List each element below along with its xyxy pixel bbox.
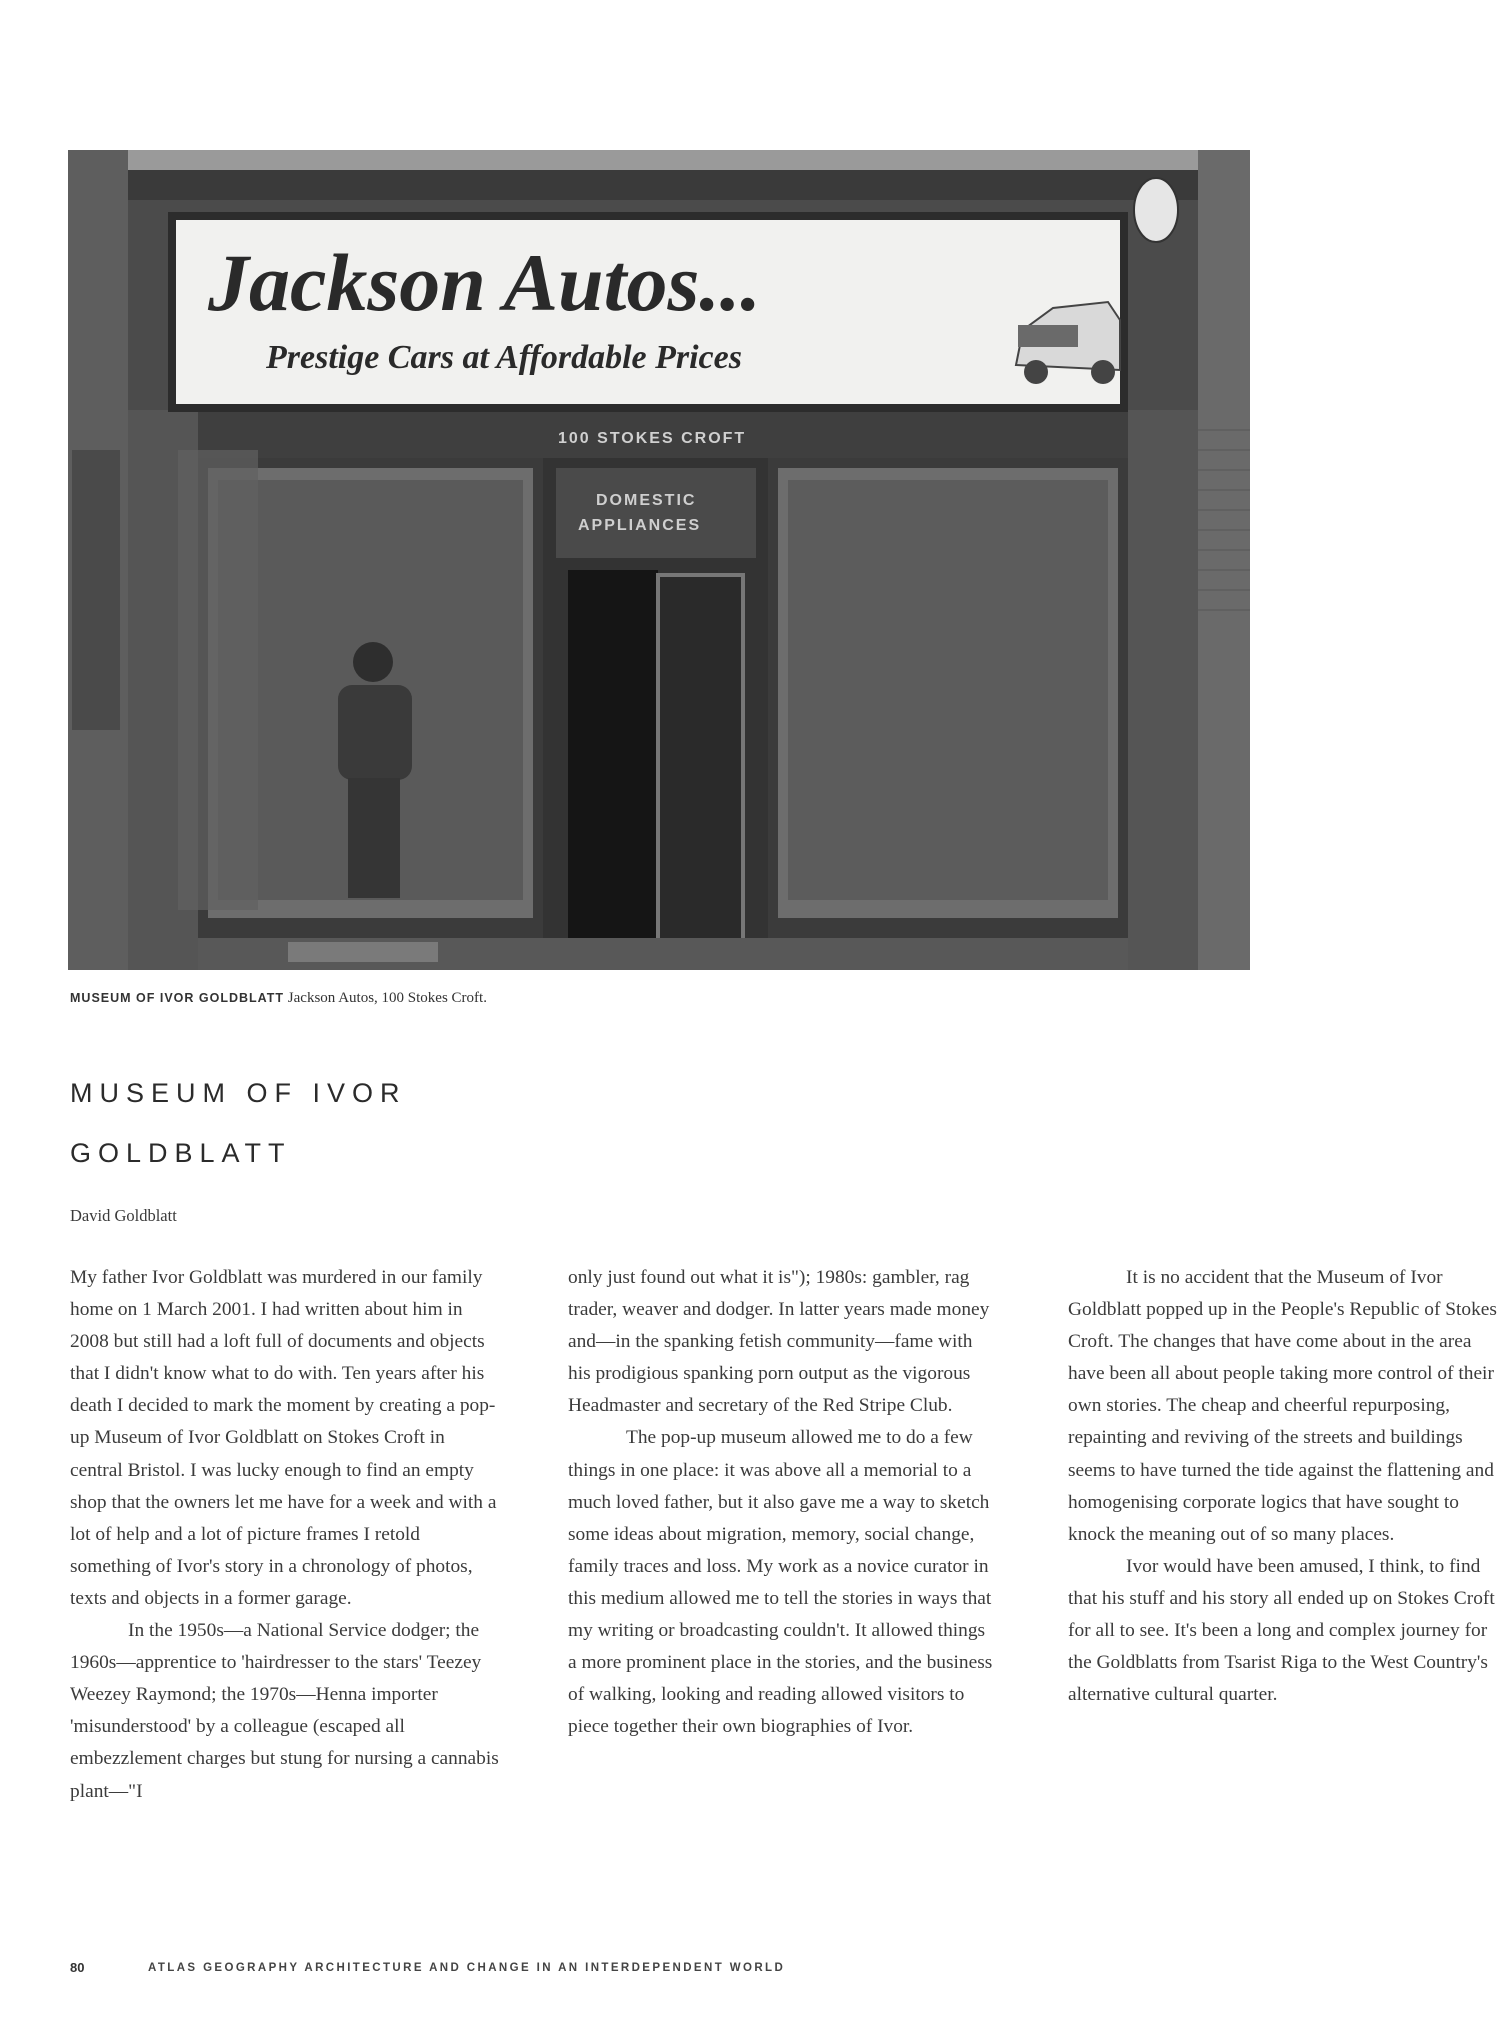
photo-caption <box>70 990 487 1007</box>
article-author: David Goldblatt <box>70 1206 177 1225</box>
paragraph: My father Ivor Goldblatt was murdered in our family home on 1 March 2001. I had written about him in 2008 but still had a loft full of documents and objects that I didn't know what to do with. Ten years after his death I decided to mark the moment by creating a pop-up Museum of Ivor Goldblatt on Stokes Croft in central Bristol. I was lucky enough to find an empty shop that the owners let me have for a week and with a lot of help and a lot of picture frames I retold something of Ivor's story in a chronology of photos, texts and objects in a former garage. <box>70 1267 497 1609</box>
article-title: MUSEUM OF IVOR GOLDBLATT <box>70 1078 407 1168</box>
door-sign-line1: DOMESTIC <box>596 492 697 509</box>
sign-title: Jackson Autos... <box>208 237 761 328</box>
sign-subtitle: Prestige Cars at Affordable Prices <box>266 339 742 376</box>
page-number: 80 <box>70 1960 85 1975</box>
paragraph: Ivor would have been amused, I think, to find that his stuff and his story all ended up on Stokes Croft for all to see. It's been a long and complex journey for the Goldblatts from Tsarist Riga to the West Country's alternative cultural quarter. <box>1068 1555 1495 1706</box>
caption-text: Jackson Autos, 100 Stokes Croft. <box>287 990 487 1006</box>
paragraph: The pop-up museum allowed me to do a few things in one place: it was above all a memorial to a much loved father, but it also gave me a way to sketch some ideas about migration, memory, social change, family traces and loss. My work as a novice curator in this medium allowed me to tell the stories in ways that my writing or broadcasting couldn't. It allowed things a more prominent place in the stories, and the business of walking, looking and reading allowed visitors to piece together their own biographies of Ivor. <box>568 1427 993 1738</box>
paragraph: only just found out what it is"); 1980s: gambler, rag trader, weaver and dodger. In latter years made money and—in the spanking fetish community—fame with his prodigious spanking porn output as the vigorous Headmaster and secretary of the Red Stripe Club. <box>568 1267 990 1417</box>
shopfront-illustration <box>68 150 1250 970</box>
running-title: ATLAS GEOGRAPHY ARCHITECTURE AND CHANGE IN AN INTERDEPENDENT WORLD <box>148 1962 786 1974</box>
text-column-1 <box>70 1262 500 1808</box>
paragraph: It is no accident that the Museum of Ivor Goldblatt popped up in the People's Republic of Stokes Croft. The changes that have come about in the area have been all about people taking more control of their own stories. The cheap and cheerful repurposing, repainting and reviving of the streets and buildings seems to have turned the tide against the flattening and homogenising corporate logics that have sought to knock the meaning out of so many places. <box>1068 1267 1497 1545</box>
text-column-3 <box>1068 1262 1498 1711</box>
shopfront-photo <box>68 150 1250 970</box>
caption-label: MUSEUM OF IVOR GOLDBLATT <box>70 991 285 1005</box>
round-sign <box>1134 178 1178 242</box>
address-sign: 100 STOKES CROFT <box>558 430 747 447</box>
door-sign-line2: APPLIANCES <box>578 517 702 534</box>
paragraph: In the 1950s—a National Service dodger; the 1960s—apprentice to 'hairdresser to the stars' Teezey Weezey Raymond; the 1970s—Henna importer 'misunderstood' by a colleague (escaped all embezzlement charges but stung for nursing a cannabis plant—"I <box>70 1620 499 1802</box>
open-doorway <box>568 570 658 970</box>
text-column-2 <box>568 1262 998 1743</box>
